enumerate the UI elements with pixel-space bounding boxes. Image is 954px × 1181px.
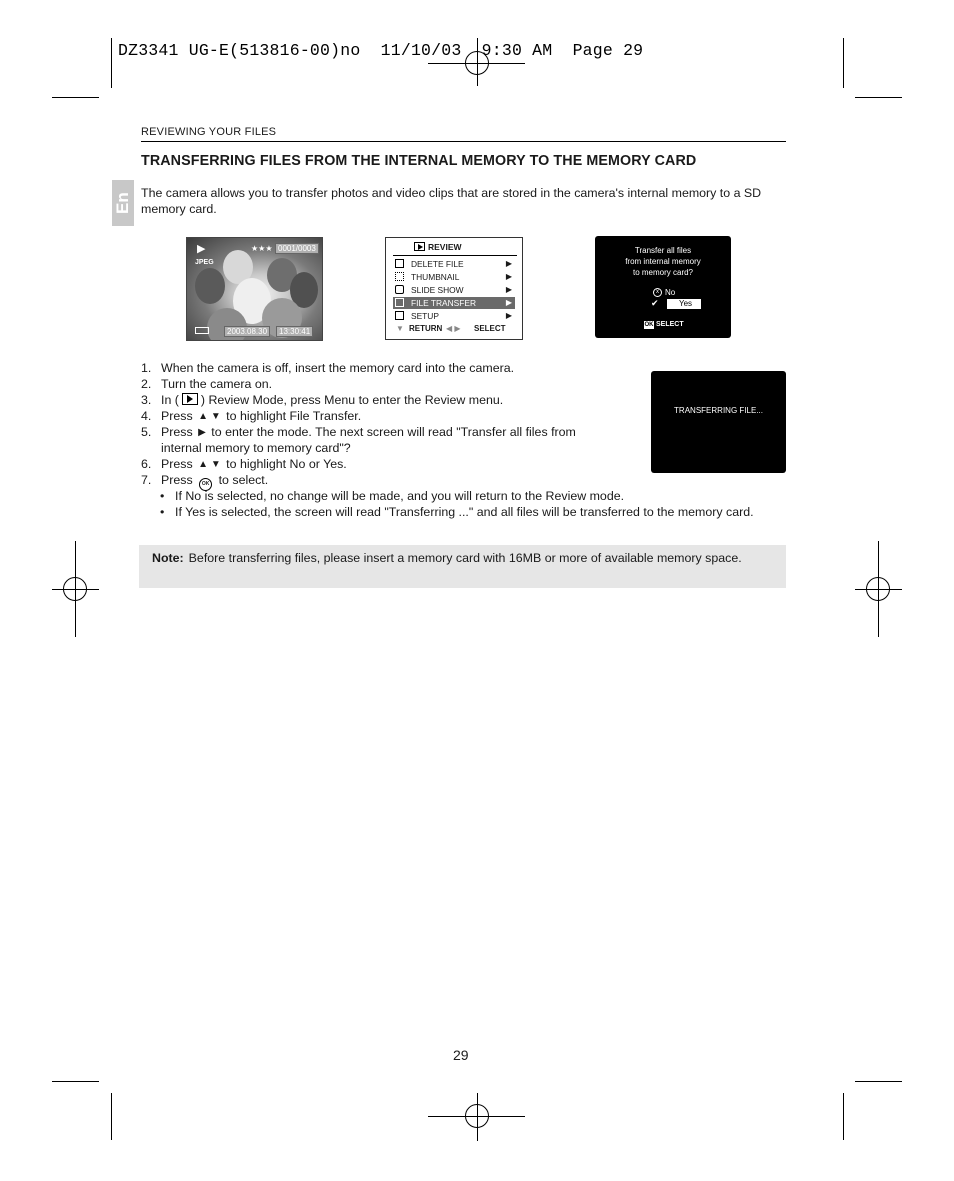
step-text: Press [161, 473, 193, 487]
section-label: REVIEWING YOUR FILES [141, 126, 277, 138]
up-down-arrows-icon: ▲ ▼ [198, 459, 221, 470]
screen-transferring [651, 371, 786, 473]
photo-date: 2003.08.30 [224, 326, 270, 337]
step-text: to enter the mode. The next screen will read "Transfer all files from [211, 425, 576, 439]
step-text: Press [161, 425, 193, 439]
bullet-dot: • [160, 489, 165, 503]
menu-item-label: THUMBNAIL [411, 272, 460, 282]
quality-stars-icon: ★★★ [251, 244, 273, 253]
step-text: ) Review Mode, press Menu to enter the Review menu. [200, 393, 504, 407]
note-label: Note: [152, 551, 184, 565]
note-box [139, 545, 786, 588]
menu-title-rule [393, 255, 517, 256]
menu-item-setup[interactable] [393, 310, 515, 322]
transferring-message: TRANSFERRING FILE... [674, 406, 763, 415]
cancel-circle-icon: x [653, 288, 662, 297]
setup-tools-icon [395, 311, 404, 320]
intro-paragraph: The camera allows you to transfer photos and video clips that are stored in the camera's internal memory to a SD memory card. [141, 186, 762, 216]
slideshow-icon [395, 285, 404, 294]
play-mode-icon: ▶ [197, 243, 206, 255]
dialog-option-yes[interactable] [667, 299, 701, 309]
menu-title: REVIEW [428, 242, 462, 252]
up-down-arrows-icon: ▲ ▼ [198, 411, 221, 422]
menu-select-label: SELECT [474, 324, 506, 333]
menu-item-thumbnail[interactable] [393, 271, 515, 283]
bullet-text: If Yes is selected, the screen will read "Transferring ..." and all files will be transferred to the memory card. [175, 505, 754, 519]
dialog-message [595, 245, 731, 278]
checkmark-icon: ✔ [651, 298, 659, 308]
menu-return-label: RETURN [409, 324, 443, 333]
file-transfer-icon [395, 298, 404, 307]
trash-icon [395, 259, 404, 268]
step-5 [141, 424, 576, 441]
review-mode-icon [414, 242, 425, 251]
chevron-right-icon: ▶ [505, 298, 512, 307]
step-1 [141, 360, 514, 376]
language-tab-label: En [113, 192, 132, 214]
step-text: Turn the camera on. [161, 377, 273, 391]
menu-item-label: SETUP [411, 311, 439, 321]
step-text: to highlight File Transfer. [226, 409, 362, 423]
dialog-line-1: Transfer all files [634, 246, 692, 255]
menu-item-delete-file[interactable] [393, 258, 515, 270]
down-arrow-icon: ▼ [396, 324, 404, 333]
photo-format-label: JPEG [195, 259, 214, 266]
bullet-dot: • [160, 505, 165, 519]
page-heading: TRANSFERRING FILES FROM THE INTERNAL MEMORY TO THE MEMORY CARD [141, 153, 697, 169]
thumbnail-grid-icon [395, 272, 404, 281]
menu-item-label: FILE TRANSFER [411, 298, 476, 308]
photo-time: 13:30:41 [276, 326, 313, 337]
screen-review-menu [385, 237, 523, 340]
screen-photo-playback [186, 237, 323, 341]
left-right-arrows-icon: ◀ ▶ [446, 324, 461, 333]
battery-icon [195, 327, 209, 334]
chevron-right-icon: ▶ [505, 272, 512, 281]
menu-item-file-transfer[interactable] [393, 297, 515, 309]
ok-button-icon: OK [199, 478, 212, 491]
step-2 [141, 376, 272, 392]
step-4 [141, 408, 361, 425]
step-text: In ( [161, 393, 179, 407]
step-5-continued: internal memory to memory card"? [161, 441, 351, 455]
dialog-option-yes-label: Yes [679, 299, 693, 308]
page-number: 29 [453, 1047, 469, 1063]
step-number: 3. [141, 393, 152, 407]
print-slug-line: DZ3341 UG-E(513816-00)no 11/10/03 9:30 AM Page 29 [118, 41, 644, 60]
dialog-select-label: SELECT [656, 321, 684, 328]
step-number: 1. [141, 361, 152, 375]
chevron-right-icon: ▶ [505, 259, 512, 268]
step-text: to highlight No or Yes. [226, 457, 347, 471]
photo-counter: 0001/0003 [275, 243, 319, 254]
menu-item-slide-show[interactable] [393, 284, 515, 296]
section-divider [141, 141, 786, 142]
step-number: 2. [141, 377, 152, 391]
step-number: 6. [141, 457, 152, 471]
chevron-right-icon: ▶ [505, 311, 512, 320]
menu-item-label: DELETE FILE [411, 259, 464, 269]
step-number: 7. [141, 473, 152, 487]
right-arrow-icon: ▶ [198, 427, 206, 438]
step-6 [141, 456, 347, 473]
step-text: Press [161, 409, 193, 423]
step-text: to select. [218, 473, 269, 487]
step-number: 5. [141, 425, 152, 439]
dialog-line-2: from internal memory [625, 257, 701, 266]
step-text: Press [161, 457, 193, 471]
step-text: When the camera is off, insert the memory card into the camera. [161, 361, 515, 375]
ok-button-icon: OK [644, 322, 654, 328]
bullet-text: If No is selected, no change will be made, and you will return to the Review mode. [175, 489, 625, 503]
note-text: Before transferring files, please insert a memory card with 16MB or more of available memory space. [188, 551, 742, 565]
review-mode-icon [182, 393, 198, 405]
step-3 [141, 392, 503, 408]
chevron-right-icon: ▶ [505, 285, 512, 294]
step-number: 4. [141, 409, 152, 423]
dialog-option-no[interactable]: No [665, 288, 676, 297]
screen-transfer-confirm [595, 236, 731, 338]
dialog-line-3: to memory card? [632, 268, 694, 277]
menu-item-label: SLIDE SHOW [411, 285, 464, 295]
